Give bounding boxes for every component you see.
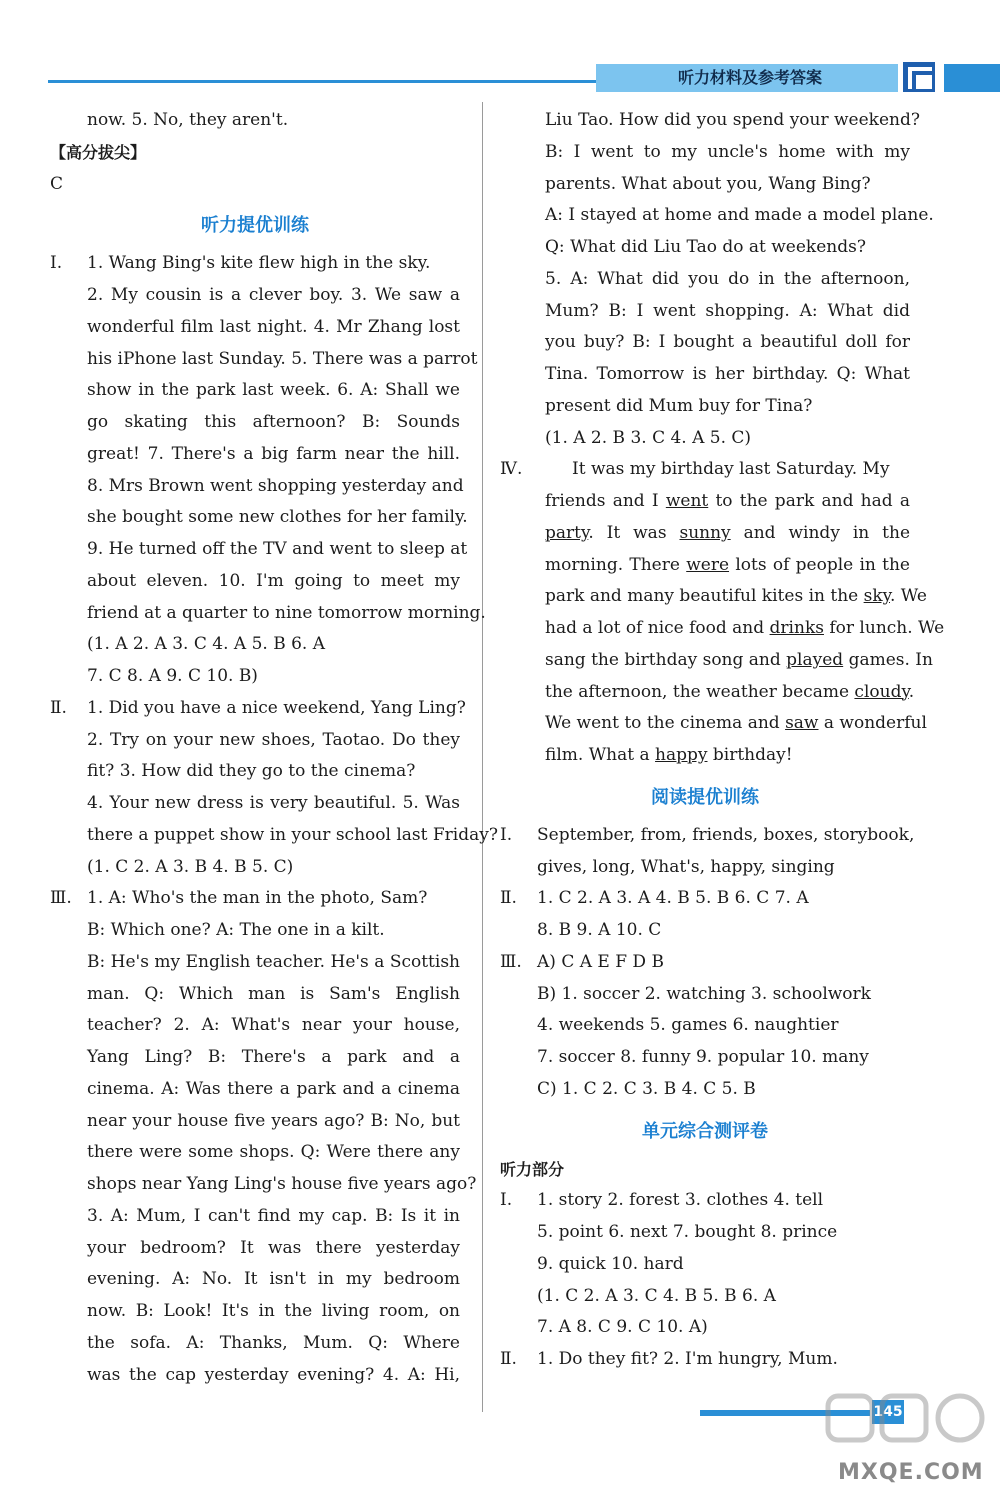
- answer-line: now. B: Look! It's in the living room, on: [87, 1301, 460, 1321]
- section-label-gaofen: 【高分拔尖】: [50, 142, 147, 162]
- section-title-danyuan: 单元综合测评卷: [642, 1120, 768, 1142]
- answer-line: fit? 3. How did they go to the cinema?: [87, 761, 416, 782]
- answer-line: 2. Try on your new shoes, Taotao. Do they: [87, 729, 460, 750]
- answer-line: C: [50, 173, 64, 194]
- answer-line: evening. A: No. It isn't in my bedroom: [87, 1269, 460, 1290]
- passage-line: sang the birthday song and played games. In: [545, 649, 933, 670]
- answer-line: the sofa. A: Thanks, Mum. Q: Where: [87, 1332, 460, 1353]
- answer-line: about eleven. 10. I'm going to meet my: [87, 570, 460, 591]
- answer-line: near your house five years ago? B: No, but: [87, 1110, 460, 1131]
- answer-line: A: I stayed at home and made a model plane.: [545, 205, 934, 226]
- answer-key: (1. C 2. A 3. B 4. B 5. C): [87, 856, 294, 877]
- answer-line: there were some shops. Q: Were there any: [87, 1142, 460, 1163]
- answer-line: now. 5. No, they aren't.: [87, 110, 289, 130]
- passage-line: party. It was sunny and windy in the: [545, 522, 911, 543]
- answer-line: she bought some new clothes for her family.: [87, 507, 468, 528]
- answer-line: your bedroom? It was there yesterday: [87, 1237, 460, 1258]
- answer-line: teacher? 2. A: What's near your house,: [87, 1015, 460, 1036]
- passage-line: We went to the cinema and saw a wonderful: [545, 713, 927, 734]
- answer-line: go skating this afternoon? B: Sounds: [87, 412, 460, 432]
- answer-line: 5. A: What did you do in the afternoon,: [545, 268, 910, 289]
- answer-key: 7. C 8. A 9. C 10. B): [87, 666, 258, 686]
- answer-line: shops near Yang Ling's house five years ago?: [87, 1174, 477, 1194]
- answer-line: Mum? B: I went shopping. A: What did: [545, 300, 910, 321]
- fill-in-answer: played: [786, 649, 844, 670]
- passage-line: the afternoon, the weather became cloudy.: [545, 681, 915, 702]
- passage-line: park and many beautiful kites in the sky. We: [545, 586, 927, 607]
- answer-line: 9. quick 10. hard: [537, 1253, 684, 1274]
- answer-line: B) 1. soccer 2. watching 3. schoolwork: [537, 983, 871, 1004]
- answer-line: 7. soccer 8. funny 9. popular 10. many: [537, 1047, 869, 1067]
- answer-line: friend at a quarter to nine tomorrow morning.: [87, 602, 486, 623]
- answer-line: wonderful film last night. 4. Mr Zhang lost: [87, 316, 460, 337]
- answer-line: present did Mum buy for Tina?: [545, 395, 813, 416]
- answer-line: B: He's my English teacher. He's a Scottish: [87, 951, 460, 972]
- fill-in-answer: were: [686, 554, 730, 575]
- column-divider: [482, 102, 483, 1412]
- roman-numeral: Ⅳ.: [500, 459, 523, 480]
- answer-line: 4. Your new dress is very beautiful. 5. Was: [87, 793, 460, 813]
- page-header-title: 听力材料及参考答案: [677, 68, 822, 87]
- roman-numeral: Ⅰ.: [500, 824, 513, 845]
- answer-line: Yang Ling? B: There's a park and a: [87, 1047, 460, 1067]
- answer-key: (1. A 2. B 3. C 4. A 5. C): [545, 427, 752, 448]
- header-rule: [48, 80, 596, 83]
- left-column: [50, 105, 498, 1391]
- answer-line: his iPhone last Sunday. 5. There was a parrot: [87, 348, 478, 369]
- section-label-tingli-part: 听力部分: [500, 1159, 565, 1179]
- passage-line: friends and I went to the park and had a: [545, 491, 910, 511]
- answer-key: 8. B 9. A 10. C: [537, 920, 662, 940]
- page-number: 145: [872, 1400, 904, 1424]
- roman-numeral: Ⅲ.: [500, 951, 522, 972]
- answer-line: B: Which one? A: The one in a kilt.: [87, 920, 385, 940]
- section-title-yuedu: 阅读提优训练: [651, 786, 759, 808]
- answer-line: 4. weekends 5. games 6. naughtier: [537, 1015, 839, 1036]
- fill-in-answer: sky: [863, 586, 890, 607]
- answer-line: 1. Wang Bing's kite flew high in the sky.: [87, 253, 431, 274]
- answer-line: September, from, friends, boxes, storybook,: [537, 824, 915, 845]
- answer-line: B: I went to my uncle's home with my: [545, 141, 910, 162]
- answer-line: cinema. A: Was there a park and a cinema: [87, 1078, 460, 1099]
- passage-line: had a lot of nice food and drinks for lunch. We: [545, 618, 945, 638]
- roman-numeral: Ⅲ.: [50, 888, 72, 909]
- answer-line: 1. story 2. forest 3. clothes 4. tell: [537, 1190, 824, 1211]
- answer-line: 3. A: Mum, I can't find my cap. B: Is it in: [87, 1205, 460, 1226]
- answer-line: you buy? B: I bought a beautiful doll for: [545, 332, 910, 353]
- header-band-tail: [944, 64, 1000, 92]
- answer-key: A) C A E F D B: [537, 951, 664, 972]
- passage-line: It was my birthday last Saturday. My: [572, 459, 890, 480]
- answer-line: gives, long, What's, happy, singing: [537, 856, 835, 877]
- roman-numeral: Ⅱ.: [500, 888, 517, 909]
- fill-in-answer: cloudy: [854, 681, 909, 702]
- fill-in-answer: party: [545, 522, 589, 543]
- book-corner-icon: [902, 60, 938, 94]
- fill-in-answer: happy: [655, 745, 708, 765]
- passage-line: film. What a happy birthday!: [545, 745, 793, 765]
- answer-key: 7. A 8. C 9. C 10. A): [537, 1317, 708, 1338]
- answer-line: Tina. Tomorrow is her birthday. Q: What: [545, 364, 910, 384]
- passage-line: morning. There were lots of people in the: [545, 554, 910, 575]
- answer-line: 1. Do they fit? 2. I'm hungry, Mum.: [537, 1349, 838, 1369]
- fill-in-answer: sunny: [679, 522, 731, 543]
- roman-numeral: Ⅰ.: [500, 1190, 513, 1211]
- fill-in-answer: went: [665, 491, 709, 511]
- roman-numeral: Ⅱ.: [500, 1349, 517, 1369]
- section-title-tingli: 听力提优训练: [201, 215, 309, 237]
- roman-numeral: Ⅰ.: [50, 253, 63, 274]
- answer-key: 1. C 2. A 3. A 4. B 5. B 6. C 7. A: [537, 888, 809, 909]
- answer-line: show in the park last week. 6. A: Shall we: [87, 380, 460, 401]
- answer-line: Q: What did Liu Tao do at weekends?: [545, 237, 866, 257]
- answer-line: 1. A: Who's the man in the photo, Sam?: [87, 888, 428, 909]
- answer-key: (1. A 2. A 3. C 4. A 5. B 6. A: [87, 634, 325, 655]
- right-column: [500, 105, 945, 1376]
- answer-line: Liu Tao. How did you spend your weekend?: [545, 110, 920, 130]
- answer-line: 5. point 6. next 7. bought 8. prince: [537, 1222, 838, 1242]
- answer-line: 2. My cousin is a clever boy. 3. We saw a: [87, 285, 460, 305]
- answer-line: was the cap yesterday evening? 4. A: Hi,: [87, 1364, 460, 1385]
- fill-in-answer: saw: [785, 713, 819, 734]
- answer-line: great! 7. There's a big farm near the hill.: [87, 443, 460, 464]
- answer-key: (1. C 2. A 3. C 4. B 5. B 6. A: [537, 1285, 776, 1306]
- answer-line: 9. He turned off the TV and went to sleep at: [87, 539, 468, 559]
- answer-line: there a puppet show in your school last Friday?: [87, 824, 498, 845]
- answer-key: C) 1. C 2. C 3. B 4. C 5. B: [537, 1078, 756, 1099]
- answer-line: parents. What about you, Wang Bing?: [545, 173, 871, 194]
- watermark-text: MXQE.COM: [838, 1460, 984, 1485]
- answer-line: 8. Mrs Brown went shopping yesterday and: [87, 475, 464, 496]
- fill-in-answer: drinks: [769, 618, 824, 638]
- roman-numeral: Ⅱ.: [50, 697, 67, 718]
- answer-line: 1. Did you have a nice weekend, Yang Ling?: [87, 697, 466, 718]
- answer-line: man. Q: Which man is Sam's English: [87, 983, 460, 1004]
